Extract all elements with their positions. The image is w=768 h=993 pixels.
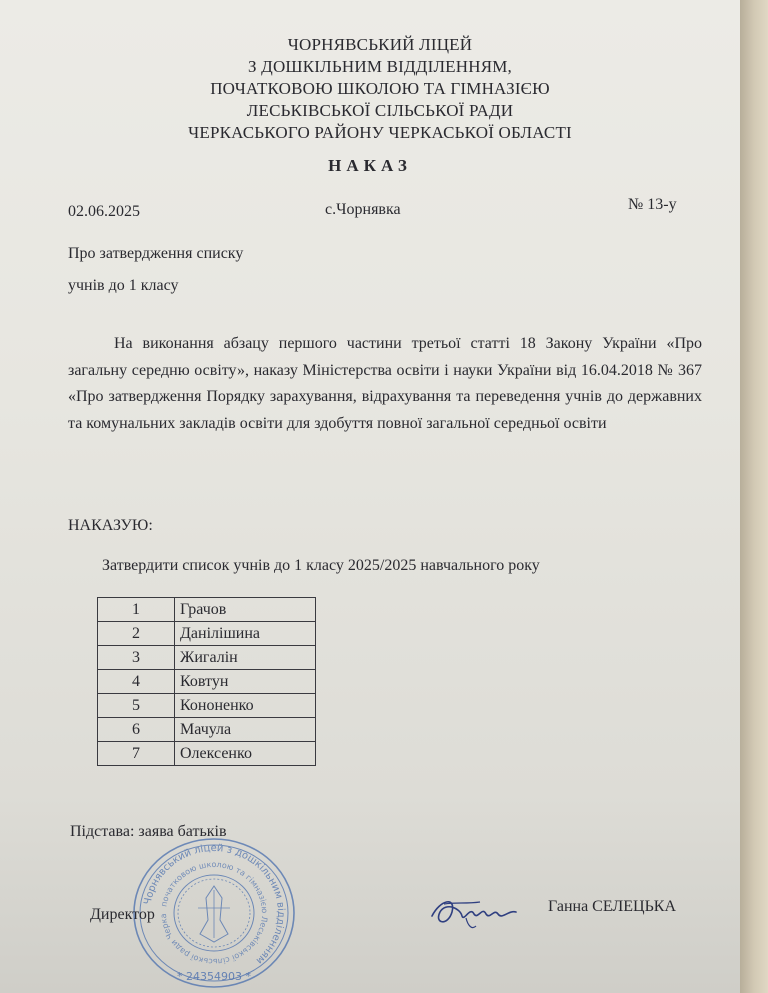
signatory-role: Директор	[90, 906, 155, 923]
preamble-paragraph	[68, 331, 702, 437]
subject-line-1: Про затвердження списку	[68, 245, 244, 262]
header-line-4: ЛЕСЬКІВСЬКОЇ СІЛЬСЬКОЇ РАДИ	[246, 101, 514, 120]
student-name: Жигалін	[175, 646, 316, 670]
student-name: Ковтун	[175, 670, 316, 694]
table-row	[98, 622, 316, 646]
students-table	[97, 597, 316, 766]
student-number: 6	[98, 718, 175, 742]
signature-icon	[426, 886, 526, 936]
student-name: Мачула	[175, 718, 316, 742]
student-number: 5	[98, 694, 175, 718]
stamp-ring-text: Чорнявський ліцей з дошкільним відділенням	[142, 842, 287, 967]
student-name: Грачов	[175, 598, 316, 622]
order-date: 02.06.2025	[68, 203, 140, 220]
student-name: Олексенко	[175, 742, 316, 766]
table-row	[98, 718, 316, 742]
student-number: 7	[98, 742, 175, 766]
header-line-5: ЧЕРКАСЬКОГО РАЙОНУ ЧЕРКАСЬКОЇ ОБЛАСТІ	[188, 123, 572, 142]
student-name: Данілішина	[175, 622, 316, 646]
stamp-inner-text: початковою школою та гімназією Леськівської сільської ради Черка	[158, 859, 270, 967]
stamp-code: * 24354903 *	[177, 970, 251, 983]
student-number: 3	[98, 646, 175, 670]
table-row	[98, 646, 316, 670]
subject-line-2: учнів до 1 класу	[68, 277, 179, 294]
header-line-2: З ДОШКІЛЬНИМ ВІДДІЛЕННЯМ,	[247, 57, 513, 76]
order-number: № 13-у	[628, 196, 677, 213]
signatory-name: Ганна СЕЛЕЦЬКА	[548, 898, 677, 915]
student-number: 4	[98, 670, 175, 694]
student-number: 2	[98, 622, 175, 646]
table-row	[98, 670, 316, 694]
order-place: с.Чорнявка	[325, 201, 401, 218]
table-row	[98, 598, 316, 622]
school-header	[60, 34, 700, 144]
table-row	[98, 742, 316, 766]
decree-label: НАКАЗУЮ:	[68, 517, 153, 534]
table-row	[98, 694, 316, 718]
header-line-3: ПОЧАТКОВОЮ ШКОЛОЮ ТА ГІМНАЗІЄЮ	[210, 79, 550, 98]
desk-edge	[740, 0, 768, 993]
student-number: 1	[98, 598, 175, 622]
student-name: Кононенко	[175, 694, 316, 718]
header-line-1: ЧОРНЯВСЬКИЙ ЛІЦЕЙ	[287, 35, 473, 54]
signature	[426, 886, 526, 936]
basis-text: Підстава: заява батьків	[70, 823, 227, 840]
preamble-text: На виконання абзацу першого частини третьої статті 18 Закону України «Про загальну середню освіту», наказу Міністерства освіти і науки України від 16.04.2018 № 367 «Про затвердження Порядку зарахування, відрахування та переведення учнів до державних та комунальних закладів освіти для здобуття повної загальної середньої освіти	[68, 335, 702, 432]
decree-item: Затвердити список учнів до 1 класу 2025/2025 навчального року	[102, 557, 540, 574]
order-title: НАКАЗ	[328, 156, 412, 175]
